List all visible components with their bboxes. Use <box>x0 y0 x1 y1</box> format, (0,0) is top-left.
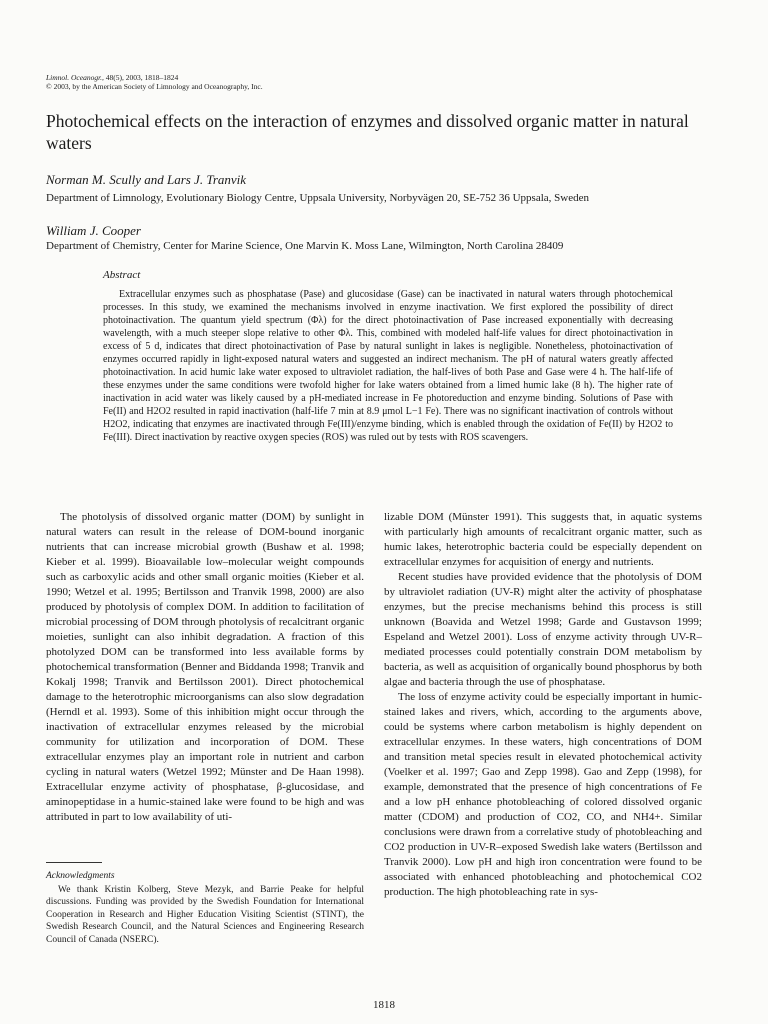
body-paragraph: The photolysis of dissolved organic matter (DOM) by sunlight in natural waters can result in the release of DOM-bound inorganic nutrients that can increase microbial growth (Bushaw et al. 1998; Kieber et al. 1999). Bioavailable low–molecular weight compounds such as carboxylic acids and other small organic moities (Kieber et al. 1990; Wetzel et al. 1995; Bertilsson and Tranvik 1998, 2000) are also produced by photolysis of complex DOM. In addition to facilitation of microbial processing of DOM through photolysis of recalcitrant organic moieties, sunlight can also inhibit degradation. A fraction of this photolyzed DOM can be transformed into less available forms by photochemical transformation (Benner and Biddanda 1998; Tranvik and Kokalj 1998; Tranvik and Bertilsson 2001). Direct photochemical damage to the heterotrophic microorganisms can also slow degradation (Herndl et al. 1993). Some of this inhibition might occur through the inactivation of extracellular enzymes released by the microbial community for utilization and incorporation of DOM. These extracellular enzymes play an important role in nutrient and carbon cycling in natural waters (Wetzel 1992; Münster and De Haan 1998). Extracellular enzyme activity of phosphatase, β-glucosidase, and aminopeptidase in a humic-stained lake were found to be high and was attributed in part to low availability of uti- <box>46 511 364 823</box>
page-number: 1818 <box>373 999 395 1011</box>
author-names-1: Norman M. Scully and Lars J. Tranvik <box>46 172 247 187</box>
author-affiliation-2: Department of Chemistry, Center for Marine Science, One Marvin K. Moss Lane, Wilmington, North Carolina 28409 <box>46 240 564 252</box>
footnote-divider <box>46 862 102 863</box>
author-names-2: William J. Cooper <box>46 223 141 238</box>
journal-citation <box>46 73 263 82</box>
author-affiliation-1: Department of Limnology, Evolutionary Biology Centre, Uppsala University, Norbyvägen 20, SE-752 36 Uppsala, Sweden <box>46 192 589 204</box>
journal-volume: 48(5), 2003, 1818–1824 <box>103 73 179 82</box>
acknowledgments-text: We thank Kristin Kolberg, Steve Mezyk, and Barrie Peake for helpful discussions. Funding was provided by the Swedish Foundation for International Cooperation in Research and Higher Education Visiting Scientist (STINT), the Swedish Research Council, and the Natural Sciences and Engineering Research Council of Canada (NSERC). <box>46 884 364 945</box>
copyright-line: © 2003, by the American Society of Limnology and Oceanography, Inc. <box>46 82 263 91</box>
body-column-left <box>46 510 364 825</box>
journal-header <box>46 73 263 91</box>
body-paragraph: Recent studies have provided evidence that the photolysis of DOM by ultraviolet radiation (UV-R) might alter the activity of phosphatase enzymes, but the precise mechanisms behind this process is still unknown (Boavida and Wetzel 1998; Garde and Gustavson 1999; Espeland and Wetzel 2001). Loss of enzyme activity through UV-R–mediated processes could potentially constrain DOM metabolism by bacteria, as well as acquisition of organically bound phosphorus by both algae and bacteria through the use of phosphatase. <box>384 571 702 688</box>
acknowledgments <box>46 870 364 946</box>
body-column-right <box>384 510 702 900</box>
journal-name: Limnol. Oceanogr., <box>46 73 104 82</box>
body-paragraph: The loss of enzyme activity could be especially important in humic-stained lakes and rivers, which, according to the arguments above, could be systems where carbon metabolism is highly dependent on extracellular enzymes. In these waters, high concentrations of DOM and transition metal species result in elevated photochemical activity (Voelker et al. 1997; Gao and Zepp 1998). Gao and Zepp (1998), for example, demonstrated that the presence of high concentrations of Fe and a low pH enhance photobleaching of colored dissolved organic matter (CDOM) and production of CO2, CO, and NH4+. Similar conclusions were drawn from a correlative study of photobleaching and CO2 production in UV-R–exposed Swedish lake waters (Bertilsson and Tranvik 2000). Low pH and high iron concentration were found to be associated with enhanced photobleaching and photochemical CO2 production. The high photobleaching rate in sys- <box>384 691 702 898</box>
abstract-text: Extracellular enzymes such as phosphatase (Pase) and glucosidase (Gase) can be inactivated in natural waters through photochemical processes. In this study, we examined the mechanisms involved in enzyme inactivation. We first explored the possibility of direct photoinactivation. The quantum yield spectrum (Φλ) for the direct photoinactivation of Pase increased exponentially with decreasing wavelength, with a much steeper slope relative to other Φλ. This, combined with modeled half-life values for direct photoinactivation in excess of 5 d, indicates that direct photoinactivation of Pase by natural sunlight in lakes is negligible. Nonetheless, photoinactivation of enzymes occurred rapidly in light-exposed natural waters and suggested an indirect mechanism. The pH of natural waters greatly affected photoinactivation. In acid humic lake water exposed to ultraviolet radiation, the half-lives of both Pase and Gase were 4 h. The half-life of these enzymes under the same conditions were twofold higher for lake waters obtained from a limed humic lake (8 h). The higher rate of inactivation in acid water was likely caused by a pH-mediated increase in Fe photoreduction and enzyme binding. Solutions of Pase with Fe(II) and H2O2 resulted in rapid inactivation (half-life 7 min at 8.9 μmol L−1 Fe). There was no significant inactivation of controls without H2O2, indicating that enzymes are inactivated through Fe(III)/enzyme binding, which is enabled through the oxidation of Fe(II) by H2O2 to Fe(III). Direct inactivation by reactive oxygen species (ROS) was ruled out by tests with ROS scavengers. <box>103 289 673 443</box>
acknowledgments-heading: Acknowledgments <box>46 871 115 881</box>
abstract-heading: Abstract <box>103 269 141 281</box>
paper-title: Photochemical effects on the interaction of enzymes and dissolved organic matter in natural waters <box>46 111 689 153</box>
body-paragraph: lizable DOM (Münster 1991). This suggests that, in aquatic systems with particularly high amounts of recalcitrant organic matter, such as humic lakes, heterotrophic bacteria could be especially dependent on extracellular enzymes for acquisition of energy and nutrients. <box>384 511 702 568</box>
